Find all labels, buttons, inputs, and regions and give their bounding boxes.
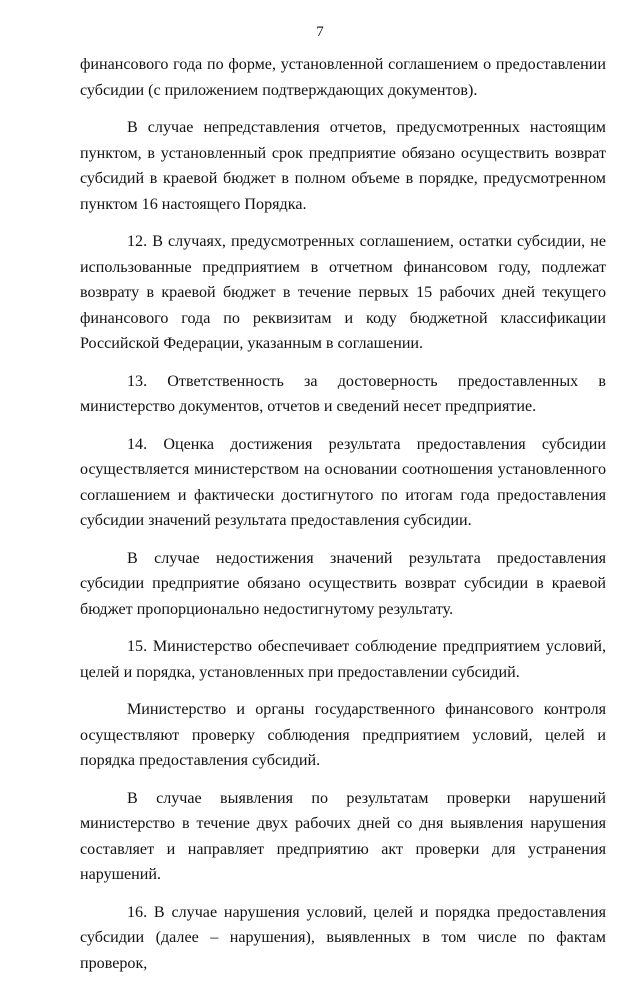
paragraph-continuation: финансового года по форме, установленной соглашением о предоставлении субсидии (с приложением подтверждающих документов).	[80, 56, 606, 99]
paragraph-item-12: 12. В случаях, предусмотренных соглашением, остатки субсидии, не использованные предприятием в отчетном финансовом году, подлежат возврату в краевой бюджет в течение первых 15 рабочих дней текущего финансового года по реквизитам и коду бюджетной классификации Российской Федерации, указанным в соглашении.	[80, 233, 606, 352]
paragraph-item-16: 16. В случае нарушения условий, целей и порядка предоставления субсидии (далее – нарушения), выявленных в том числе по фактам проверок,	[80, 903, 606, 972]
paragraph-nonsubmission-refund: В случае непредставления отчетов, предусмотренных настоящим пунктом, в установленный срок предприятие обязано осуществить возврат субсидий в краевой бюджет в полном объеме в порядке, предусмотренном пунктом 16 настоящего Порядка.	[80, 119, 606, 213]
paragraph-item-15-control: Министерство и органы государственного финансового контроля осуществляют проверку соблюдения предприятием условий, целей и порядка предоставления субсидий.	[80, 701, 606, 769]
paragraph-item-14: 14. Оценка достижения результата предоставления субсидии осуществляется министерством на основании соотношения установленного соглашением и фактически достигнутого по итогам года предоставления субсидии значений результата предоставления субсидии.	[80, 435, 606, 529]
document-body	[80, 52, 606, 986]
page-number: 7	[316, 24, 324, 40]
paragraph-item-13: 13. Ответственность за достоверность предоставленных в министерство документов, отчетов и сведений несет предприятие.	[80, 372, 606, 415]
paragraph-item-15: 15. Министерство обеспечивает соблюдение предприятием условий, целей и порядка, установленных при предоставлении субсидий.	[80, 638, 606, 681]
paragraph-item-14-refund: В случае недостижения значений результата предоставления субсидии предприятие обязано осуществить возврат субсидии в краевой бюджет пропорционально недостигнутому результату.	[80, 549, 606, 618]
paragraph-item-15-violation: В случае выявления по результатам проверки нарушений министерство в течение двух рабочих дней со дня выявления нарушения составляет и направляет предприятию акт проверки для устранения нарушений.	[80, 789, 606, 883]
